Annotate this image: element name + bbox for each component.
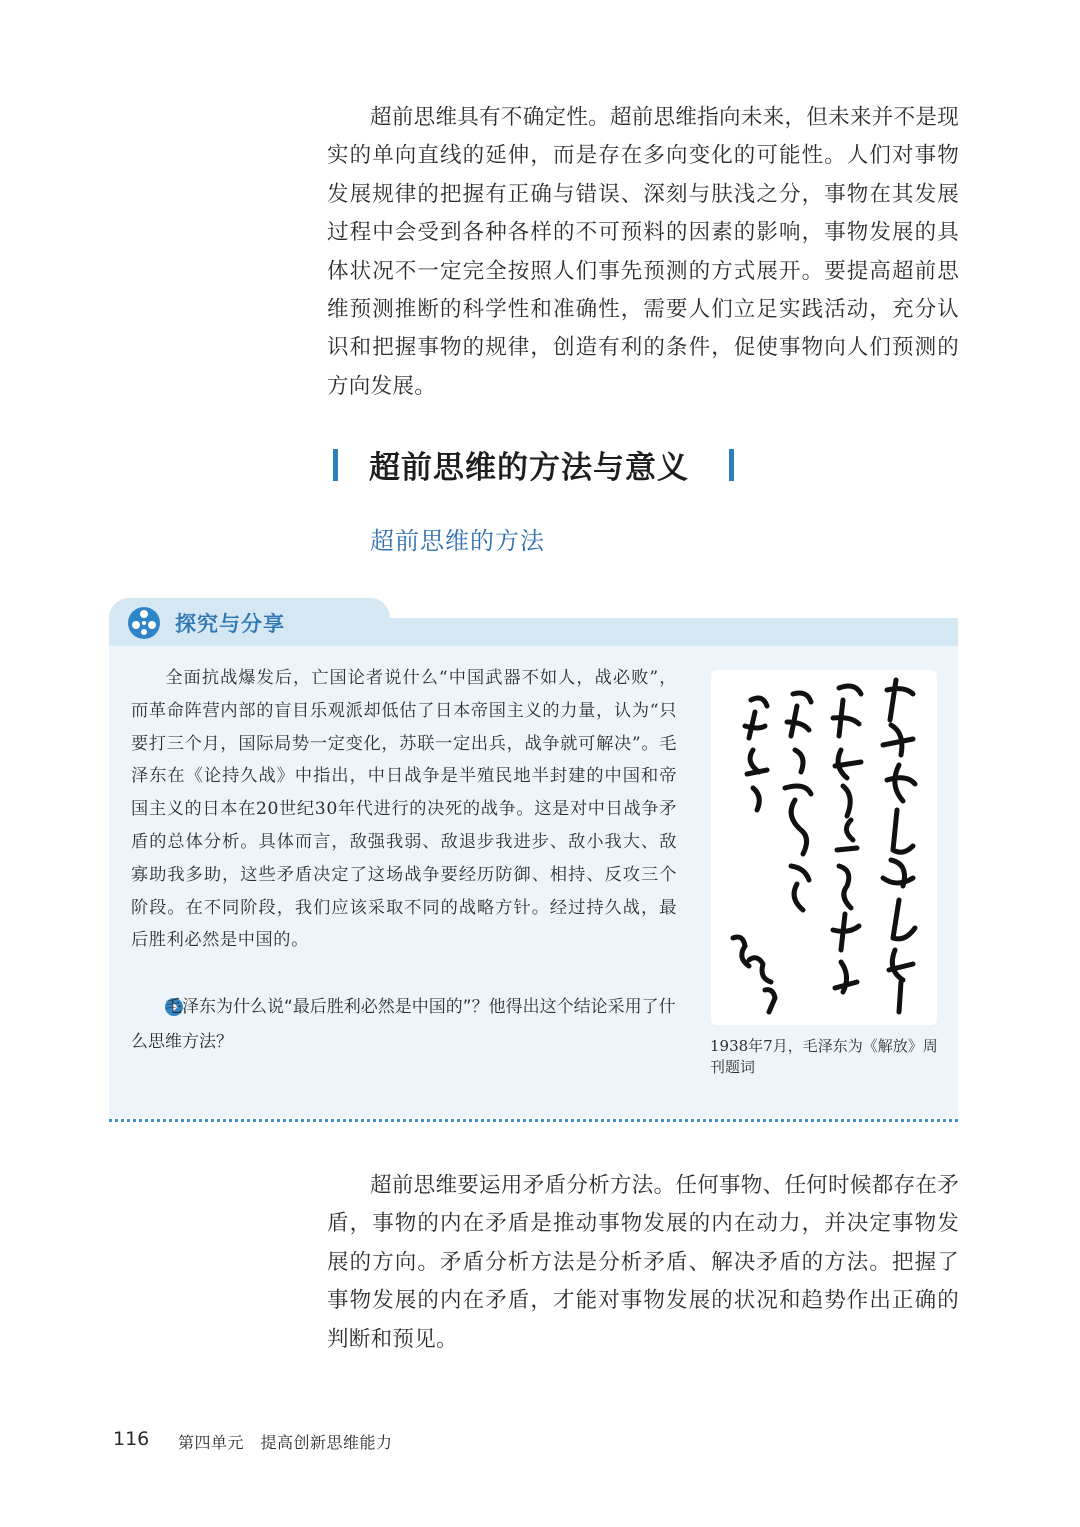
inquiry-question: 毛泽东为什么说“最后胜利必然是中国的”？他得出这个结论采用了什么思维方法？ xyxy=(131,997,676,1052)
inquiry-label: 探究与分享 xyxy=(175,612,285,636)
heading-bar-left xyxy=(333,449,338,481)
section-title: 超前思维的方法与意义 xyxy=(369,450,689,486)
footer-unit-title: 第四单元 提高创新思维能力 xyxy=(178,1433,393,1452)
body-paragraph-1: 超前思维具有不确定性。超前思维指向未来，但未来并不是现实的单向直线的延伸，而是存在多向变化的可能性。人们对事物发展规律的把握有正确与错误、深刻与肤浅之分，事物在其发展过程中会受到各种各样的不可预料的因素的影响，事物发展的具体状况不一定完全按照人们事先预测的方式展开。要提高超前思维预测推断的科学性和准确性，需要人们立足实践活动，充分认识和把握事物的规律，创造有利的条件，促使事物向人们预测的方向发展。 xyxy=(327,105,959,399)
page-number: 116 xyxy=(113,1428,150,1450)
inquiry-text: 全面抗战爆发后，亡国论者说什么“中国武器不如人，战必败”，而革命阵营内部的盲目乐观派却低估了日本帝国主义的力量，认为“只要打三个月，国际局势一定变化，苏联一定出兵，战争就可解决”。毛泽东在《论持久战》中指出，中日战争是半殖民地半封建的中国和帝国主义的日本在20世纪30年代进行的决死的战争。这是对中日战争矛盾的总体分析。具体而言，敌强我弱、敌退步我进步、敌小我大、敌寡助我多助，这些矛盾决定了这场战争要经历防御、相持、反攻三个阶段。在不同阶段，我们应该采取不同的战略方针。经过持久战，最后胜利必然是中国的。 xyxy=(131,668,677,951)
inquiry-dotted-border xyxy=(109,1119,958,1122)
body-paragraph-2: 超前思维要运用矛盾分析方法。任何事物、任何时候都存在矛盾，事物的内在矛盾是推动事物发展的内在动力，并决定事物发展的方向。矛盾分析方法是分析矛盾、解决矛盾的方法。把握了事物发展的内在矛盾，才能对事物发展的状况和趋势作出正确的判断和预见。 xyxy=(327,1173,959,1352)
calligraphy-image xyxy=(711,670,937,1025)
heading-bar-right xyxy=(729,449,734,481)
image-caption: 1938年7月，毛泽东为《解放》周刊题词 xyxy=(710,1037,938,1076)
subsection-title: 超前思维的方法 xyxy=(370,527,545,555)
film-reel-icon xyxy=(126,605,162,641)
